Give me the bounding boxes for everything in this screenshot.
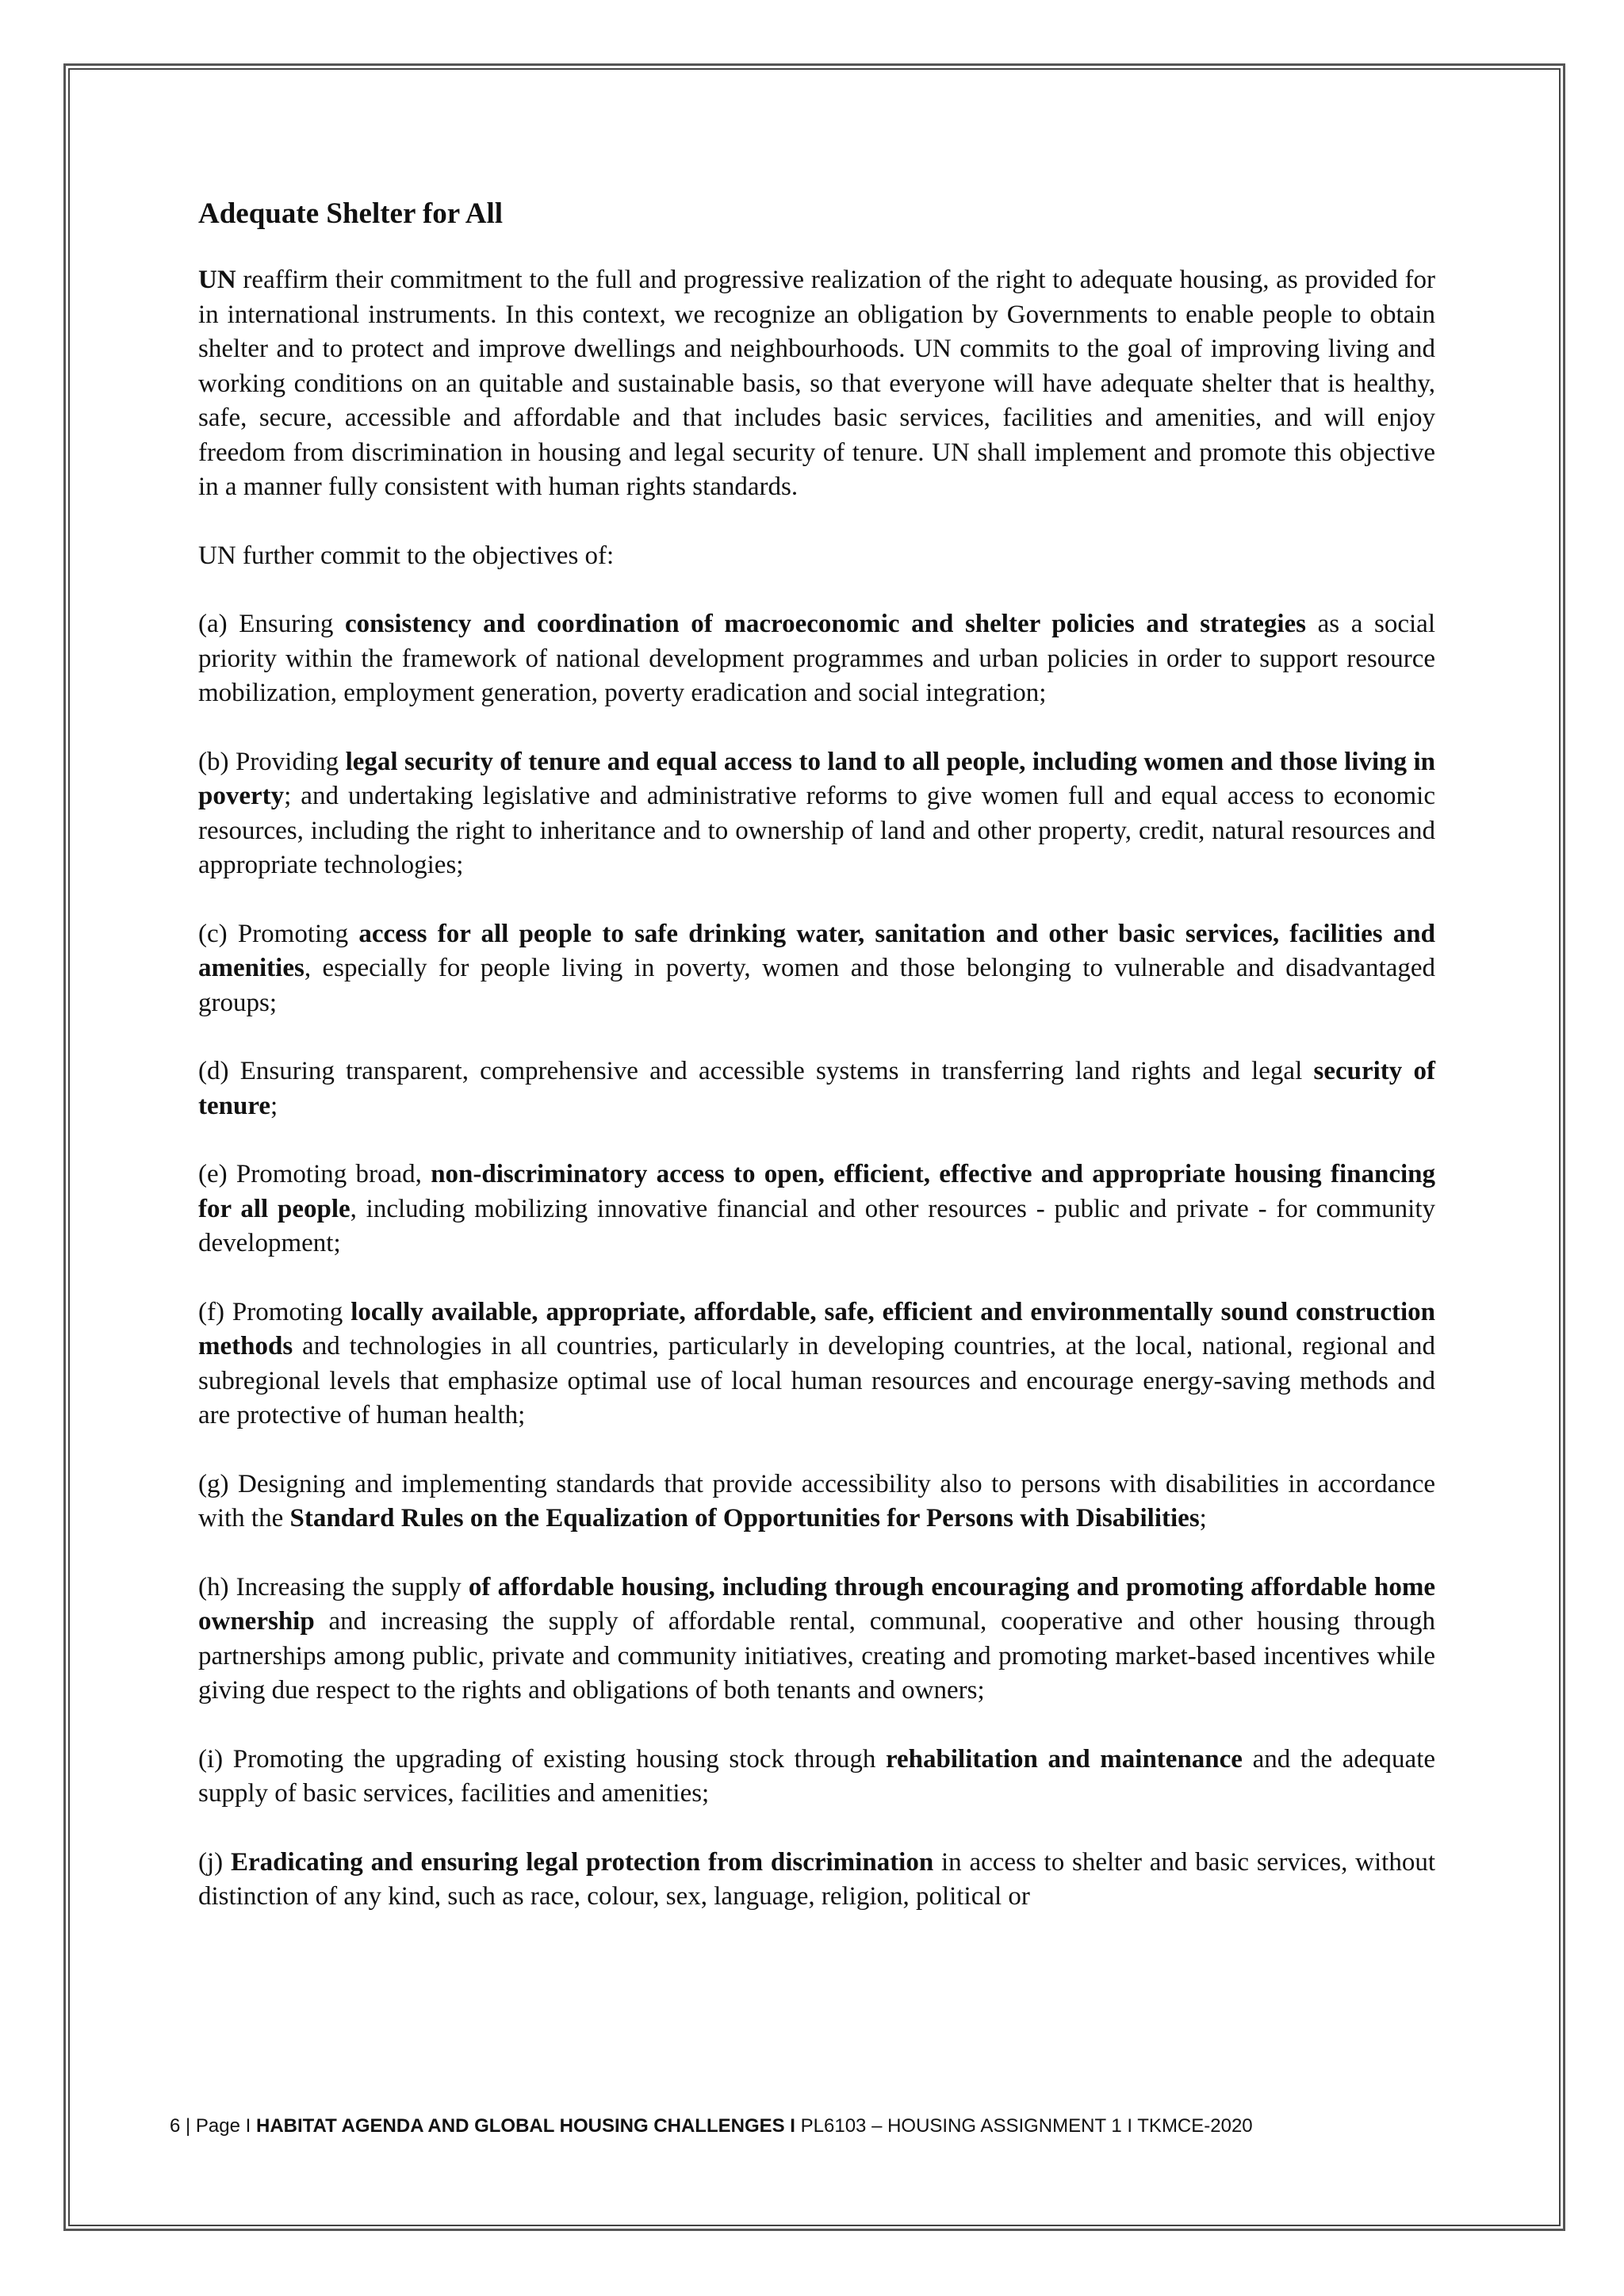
objective-item-g: (g) Designing and implementing standards that provide accessibility also to persons with disabilities in accordance with the Standard Rules on the Equalization of Opportunities for Persons with Disabilities; [198, 1469, 1435, 1533]
objective-item-a: (a) Ensuring consistency and coordination of macroeconomic and shelter policies and strategies as a social priority within the framework of national development programmes and urban policies in order to support resource mobilization, employment generation, poverty eradication and social integration; [198, 610, 1435, 707]
objective-item-h: (h) Increasing the supply of affordable housing, including through encouraging and promoting affordable home ownership and increasing the supply of affordable rental, communal, cooperative and other housing through partnerships among public, private and community initiatives, creating and promoting market-based incentives while giving due respect to the rights and obligations of both tenants and owners; [198, 1572, 1435, 1705]
objective-item-e: (e) Promoting broad, non-discriminatory access to open, efficient, effective and appropriate housing financing for all people, including mobilizing innovative financial and other resources - public and private - for community development; [198, 1160, 1435, 1257]
objective-item-c: (c) Promoting access for all people to safe drinking water, sanitation and other basic services, facilities and amenities, especially for people living in poverty, women and those belonging to vulnerable and disadvantaged groups; [198, 919, 1435, 1017]
objective-item-j: (j) Eradicating and ensuring legal protection from discrimination in access to shelter and basic services, without distinction of any kind, such as race, colour, sex, language, religion, political or [198, 1847, 1435, 1911]
footer-doc-title: HABITAT AGENDA AND GLOBAL HOUSING CHALLENGES I [255, 2115, 795, 2137]
objective-item-i: (i) Promoting the upgrading of existing housing stock through rehabilitation and maintenance and the adequate supply of basic services, facilities and amenities; [198, 1744, 1436, 1808]
objective-item-d: (d) Ensuring transparent, comprehensive and accessible systems in transferring land rights and legal security of tenure; [198, 1057, 1435, 1120]
objective-item-b: (b) Providing legal security of tenure and equal access to land to all people, including women and those living in poverty; and undertaking legislative and administrative reforms to give women full and equal access to economic resources, including the right to inheritance and to ownership of land and other property, credit, natural resources and appropriate technologies; [198, 747, 1435, 879]
footer-course-info: PL6103 – HOUSING ASSIGNMENT 1 I TKMCE-2020 [795, 2115, 1253, 2137]
intro-text: reaffirm their commitment to the full and progressive realization of the right to adequate housing, as provided for in international instruments. In this context, we recognize an obligation by Governments to enable people to obtain shelter and to protect and improve dwellings and neighbourhoods. UN commits to the goal of improving living and working conditions on an quitable and sustainable basis, so that everyone will have adequate shelter that is healthy, safe, secure, accessible and affordable and that includes basic services, facilities and amenities, and will enjoy freedom from discrimination in housing and legal security of tenure. UN shall implement and promote this objective in a manner fully consistent with human rights standards. [198, 266, 1435, 501]
intro-paragraph [198, 263, 1435, 505]
footer-page-number: 6 | Page I [170, 2115, 256, 2137]
document-body [198, 197, 1435, 1949]
objective-item-f: (f) Promoting locally available, appropriate, affordable, safe, efficient and environmentally sound construction methods and technologies in all countries, particularly in developing countries, at the local, national, regional and subregional levels that emphasize optimal use of local human resources and encourage energy-saving methods and are protective of human health; [198, 1297, 1435, 1429]
objectives-intro: UN further commit to the objectives of: [198, 541, 615, 570]
page-footer [170, 2115, 1438, 2137]
section-heading: Adequate Shelter for All [198, 197, 504, 230]
intro-lead: UN [198, 266, 236, 294]
